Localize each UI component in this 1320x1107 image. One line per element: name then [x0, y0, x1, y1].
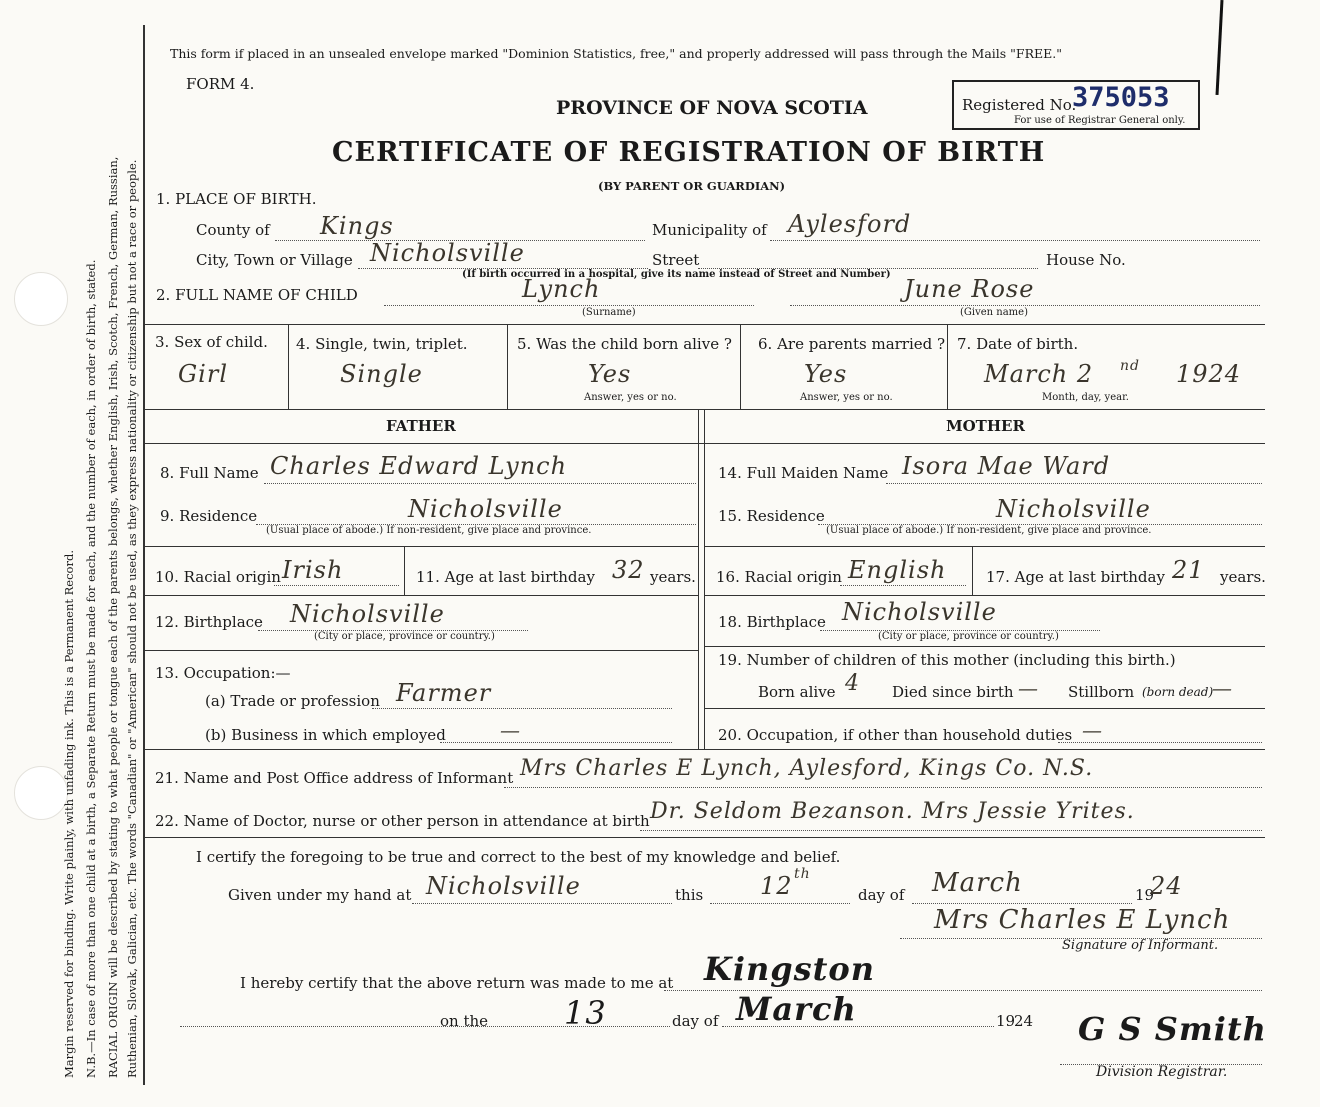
- father-age: 32: [612, 556, 645, 584]
- registrar-signature: G S Smith: [1078, 1010, 1267, 1048]
- dob-year: 1924: [1176, 360, 1242, 388]
- mother-age: 21: [1172, 556, 1205, 584]
- father-trade-label: (a) Trade or profession: [205, 692, 380, 710]
- informant-signature-label: Signature of Informant.: [1062, 938, 1219, 953]
- registrar-year: 24: [1014, 1012, 1034, 1030]
- father-name-label: 8. Full Name: [160, 464, 259, 482]
- margin-note-multiple-births: N.B.—In case of more than one child at a birth, a Separate Return must be made for each, and the number of each, in order of birth, stated.: [84, 259, 98, 1078]
- died-label: Died since birth: [892, 683, 1014, 701]
- father-name: Charles Edward Lynch: [270, 452, 568, 480]
- rule-race-bottom: [145, 595, 698, 596]
- rule-parents-head: [145, 443, 1265, 444]
- registrar-day-line: [180, 1026, 670, 1027]
- father-trade: Farmer: [396, 679, 492, 707]
- registrar-note: For use of Registrar General only.: [1014, 115, 1186, 126]
- form-number: FORM 4.: [186, 75, 255, 93]
- father-bp-label: 12. Birthplace: [155, 613, 263, 631]
- surname-line: [384, 305, 754, 306]
- born-alive-value: 4: [845, 671, 860, 696]
- rule-bp-bottom: [145, 650, 698, 651]
- stillborn-note: (born dead): [1142, 685, 1214, 699]
- married-value: Yes: [804, 360, 848, 388]
- house-label: House No.: [1046, 251, 1126, 269]
- mother-race: English: [848, 556, 947, 584]
- mother-bp-note: (City or place, province or country.): [878, 631, 1059, 642]
- county-label: County of: [196, 221, 270, 239]
- municipality-label: Municipality of: [652, 221, 767, 239]
- child-surname: Lynch: [522, 275, 601, 303]
- mother-res-note: (Usual place of abode.) If non-resident, give place and province.: [826, 525, 1152, 536]
- registrar-signature-label: Division Registrar.: [1096, 1064, 1228, 1080]
- rule-mbp-bottom: [704, 646, 1265, 647]
- hospital-note: (If birth occurred in a hospital, give its name instead of Street and Number): [462, 269, 891, 280]
- father-residence: Nicholsville: [408, 495, 563, 523]
- doctor-line: [640, 830, 1262, 831]
- mother-years: years.: [1220, 568, 1266, 586]
- registered-number-box: [952, 80, 1200, 130]
- rule-race-top: [145, 546, 698, 547]
- province-heading: PROVINCE OF NOVA SCOTIA: [556, 97, 868, 119]
- parents-divider-a: [698, 409, 699, 749]
- mother-bp-label: 18. Birthplace: [718, 613, 826, 631]
- dob-label: 7. Date of birth.: [957, 335, 1079, 353]
- given-day-line: [710, 903, 850, 904]
- mother-name-label: 14. Full Maiden Name: [718, 464, 889, 482]
- divider-4: [507, 324, 508, 409]
- registered-number: 375053: [1072, 82, 1170, 113]
- municipality-line: [770, 240, 1260, 241]
- rule-child-top: [145, 324, 1265, 325]
- father-age-label: 11. Age at last birthday: [416, 568, 595, 586]
- on-the-label: on the: [440, 1012, 489, 1030]
- mother-children-label: 19. Number of children of this mother (including this birth.): [718, 651, 1176, 669]
- father-bp-note: (City or place, province or country.): [314, 631, 495, 642]
- father-occ-label: 13. Occupation:—: [155, 664, 291, 682]
- divider-6: [947, 324, 948, 409]
- mother-res-label: 15. Residence: [718, 507, 825, 525]
- registered-label: Registered No.: [962, 96, 1077, 114]
- mother-residence: Nicholsville: [996, 495, 1151, 523]
- alive-note: Answer, yes or no.: [584, 392, 677, 403]
- street-label: Street: [652, 251, 700, 269]
- alive-value: Yes: [588, 360, 632, 388]
- county-value: Kings: [320, 212, 394, 240]
- child-given-name: June Rose: [904, 275, 1035, 303]
- municipality-value: Aylesford: [788, 210, 912, 238]
- mail-notice: This form if placed in an unsealed envelope marked "Dominion Statistics, free," and properly addressed will pass through the Mails "FREE.": [170, 46, 1062, 61]
- dob-suffix: nd: [1120, 358, 1140, 374]
- given-month: March: [932, 868, 1023, 898]
- certify-statement: I certify the foregoing to be true and correct to the best of my knowledge and belief.: [196, 848, 841, 866]
- died-value: —: [1018, 676, 1039, 700]
- plurality-label: 4. Single, twin, triplet.: [296, 335, 468, 353]
- stillborn-value: —: [1212, 676, 1233, 700]
- mother-birthplace: Nicholsville: [842, 598, 997, 626]
- margin-note-binding: Margin reserved for binding. Write plainly, with unfading ink. This is a Permanent Record.: [62, 550, 76, 1078]
- given-place: Nicholsville: [426, 872, 581, 900]
- mother-race-line: [840, 585, 966, 586]
- registrar-month-line: [722, 1026, 994, 1027]
- ink-mark: [1216, 0, 1224, 95]
- punch-hole-top: [14, 272, 68, 326]
- mother-occupation: —: [1082, 718, 1103, 742]
- mother-heading: MOTHER: [946, 417, 1025, 435]
- father-race: Irish: [282, 556, 344, 584]
- given-year-prefix: 19: [1135, 886, 1155, 904]
- stillborn-label: Stillborn: [1068, 683, 1135, 701]
- divider-3: [288, 324, 289, 409]
- surname-note: (Surname): [582, 307, 636, 318]
- father-race-label: 10. Racial origin: [155, 568, 281, 586]
- day-of-label: day of: [858, 886, 905, 904]
- certificate-title: CERTIFICATE OF REGISTRATION OF BIRTH: [332, 137, 1046, 168]
- doctor-label: 22. Name of Doctor, nurse or other person in attendance at birth: [155, 812, 650, 830]
- father-business-line: [440, 742, 672, 743]
- mother-race-divider: [972, 546, 973, 595]
- given-month-line: [912, 903, 1132, 904]
- given-under-label: Given under my hand at: [228, 886, 412, 904]
- alive-label: 5. Was the child born alive ?: [517, 335, 732, 353]
- informant-signature: Mrs Charles E Lynch: [934, 905, 1231, 935]
- given-place-line: [412, 903, 672, 904]
- informant-label: 21. Name and Post Office address of Informant: [155, 769, 514, 787]
- father-race-divider: [404, 546, 405, 595]
- given-day: 12: [760, 872, 793, 900]
- father-birthplace: Nicholsville: [290, 600, 445, 628]
- plurality-value: Single: [340, 360, 423, 388]
- registrar-place: Kingston: [704, 950, 876, 988]
- left-border: [143, 25, 145, 1085]
- given-line: [790, 305, 1260, 306]
- place-of-birth-label: 1. PLACE OF BIRTH.: [156, 190, 317, 208]
- city-label: City, Town or Village: [196, 251, 353, 269]
- father-race-line: [274, 585, 399, 586]
- father-business-label: (b) Business in which employed: [205, 726, 446, 744]
- dob-note: Month, day, year.: [1042, 392, 1129, 403]
- father-name-line: [264, 483, 696, 484]
- registrar-day-of: day of: [672, 1012, 719, 1030]
- rule-mrace-top: [704, 546, 1265, 547]
- margin-note-racial-origin-cont: Ruthenian, Slovak, Galician, etc. The words "Canadian" or "American" should not be used, as they express nationality or citizenship but not a race or people.: [125, 159, 139, 1078]
- mother-occ-label: 20. Occupation, if other than household duties: [718, 726, 1073, 744]
- margin-note-racial-origin: RACIAL ORIGIN will be described by stating to what people or tongue each of the parents belongs, whether English, Irish, Scotch, French, German, Russian,: [106, 156, 120, 1078]
- given-note: (Given name): [960, 307, 1028, 318]
- father-res-note: (Usual place of abode.) If non-resident, give place and province.: [266, 525, 592, 536]
- rule-child-bottom: [145, 409, 1265, 410]
- child-name-label: 2. FULL NAME OF CHILD: [156, 286, 358, 304]
- registrar-month: March: [736, 990, 857, 1028]
- born-alive-label: Born alive: [758, 683, 836, 701]
- dob-month-day: March 2: [984, 360, 1094, 388]
- informant-value: Mrs Charles E Lynch, Aylesford, Kings Co. N.S.: [520, 756, 1094, 781]
- mother-name: Isora Mae Ward: [902, 452, 1111, 480]
- certificate-subtitle: (BY PARENT OR GUARDIAN): [598, 179, 786, 193]
- divider-5: [740, 324, 741, 409]
- mother-name-line: [886, 483, 1262, 484]
- given-year: 24: [1150, 872, 1183, 900]
- this-label: this: [675, 886, 704, 904]
- rule-children-bottom: [704, 708, 1265, 709]
- sex-label: 3. Sex of child.: [155, 333, 268, 351]
- registrar-statement: I hereby certify that the above return was made to me at: [240, 974, 674, 992]
- informant-line: [504, 787, 1262, 788]
- father-heading: FATHER: [386, 417, 456, 435]
- punch-hole-bottom: [14, 766, 68, 820]
- father-years: years.: [650, 568, 696, 586]
- registrar-year-prefix: 19: [996, 1012, 1016, 1030]
- mother-race-label: 16. Racial origin: [716, 568, 842, 586]
- registrar-day: 13: [564, 994, 607, 1032]
- father-business: —: [500, 718, 521, 742]
- given-day-suffix: th: [794, 866, 811, 882]
- mother-age-label: 17. Age at last birthday: [986, 568, 1165, 586]
- rule-parents-bottom: [145, 749, 1265, 750]
- married-label: 6. Are parents married ?: [758, 335, 946, 353]
- city-value: Nicholsville: [370, 239, 525, 267]
- rule-certify-top: [145, 837, 1265, 838]
- father-res-label: 9. Residence: [160, 507, 258, 525]
- sex-value: Girl: [178, 360, 228, 388]
- doctor-value: Dr. Seldom Bezanson. Mrs Jessie Yrites.: [650, 799, 1135, 824]
- married-note: Answer, yes or no.: [800, 392, 893, 403]
- mother-occ-line: [1058, 742, 1262, 743]
- parents-divider-b: [704, 409, 705, 749]
- rule-mrace-bottom: [704, 595, 1265, 596]
- father-trade-line: [372, 708, 672, 709]
